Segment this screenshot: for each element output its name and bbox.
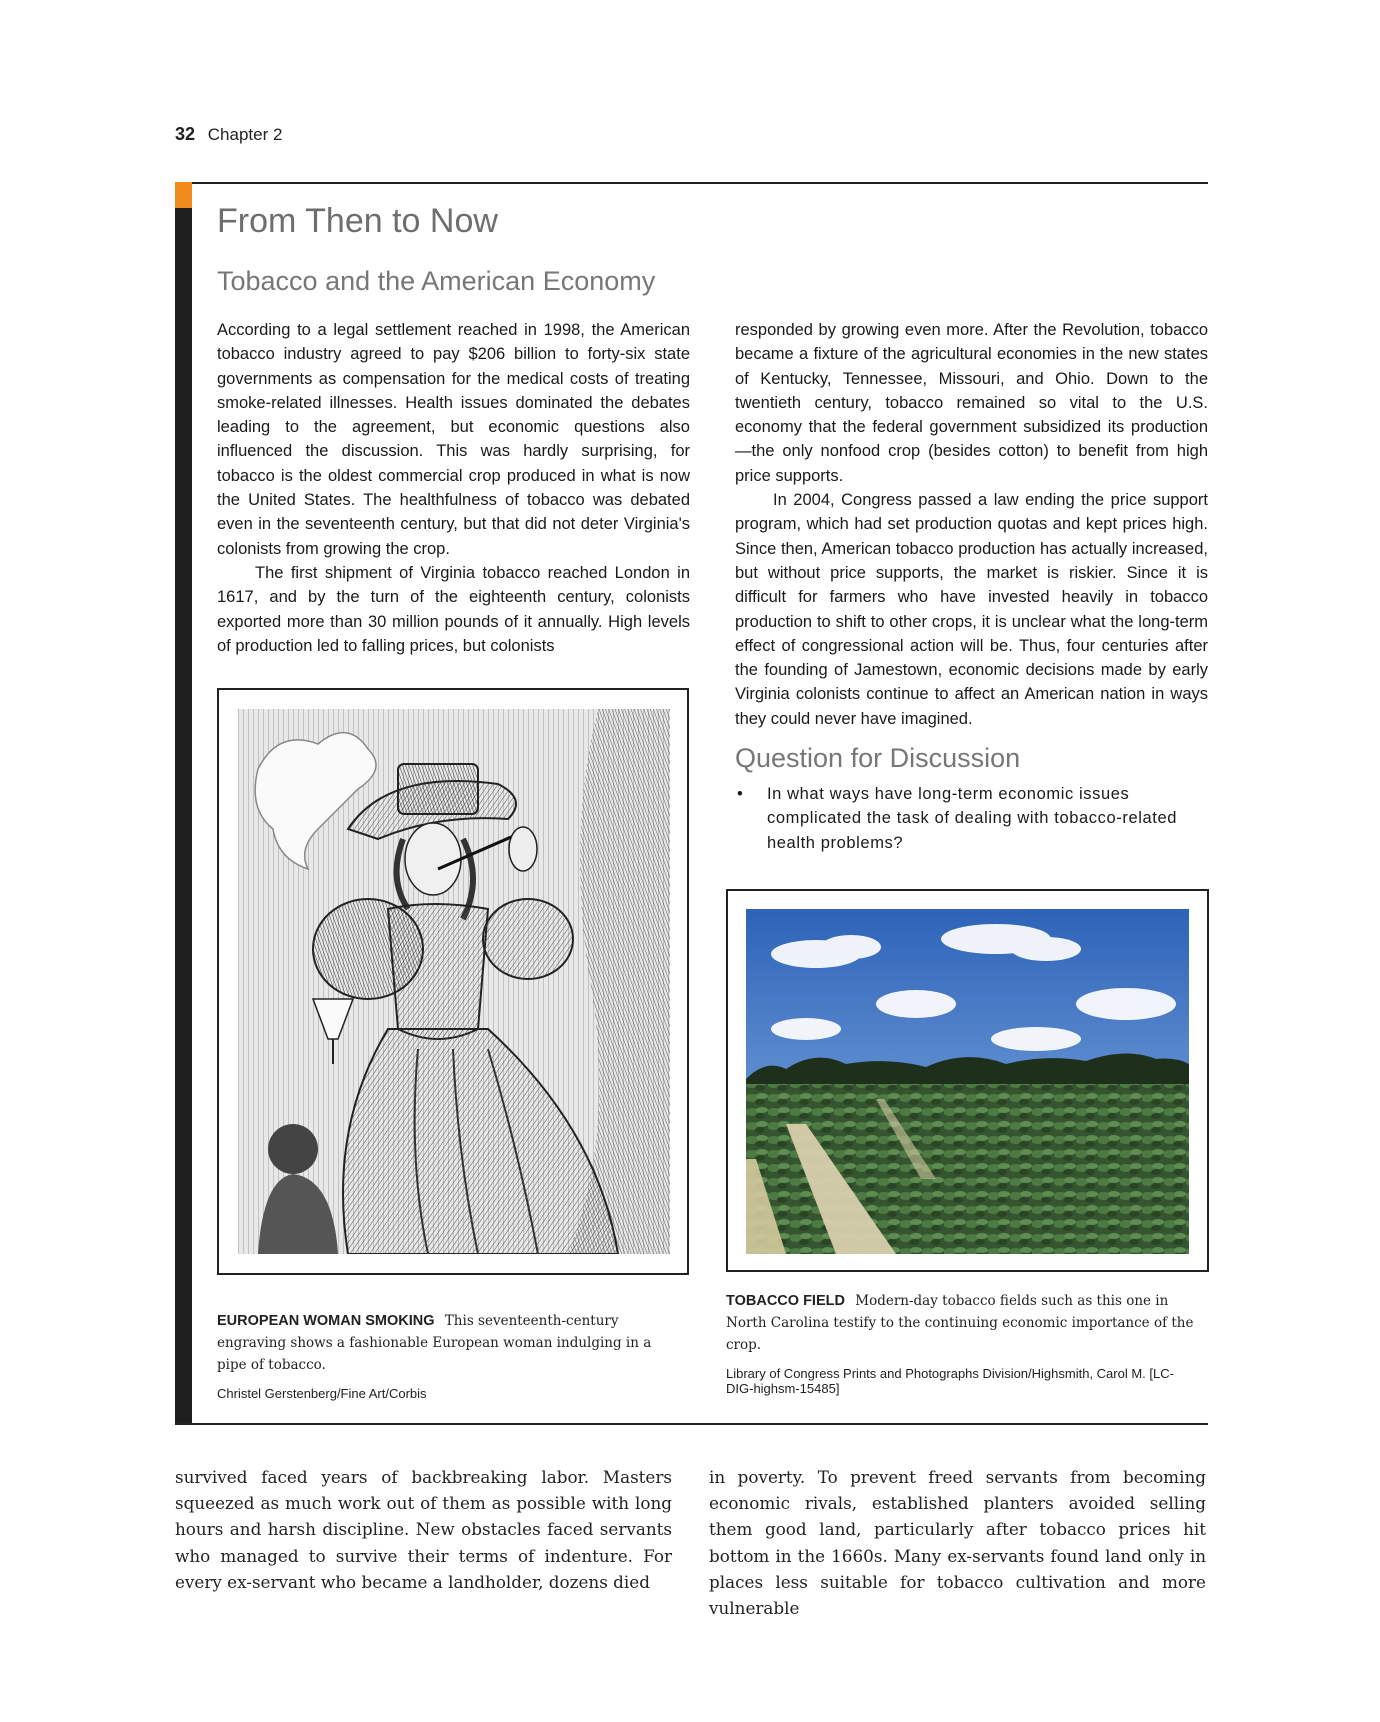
tobacco-field-image xyxy=(746,909,1189,1254)
caption-label: EUROPEAN WOMAN SMOKING xyxy=(217,1313,435,1329)
caption-text: Modern-day tobacco fields such as this one in North Carolina testify to the continuing economic importance of the crop. xyxy=(726,1293,1194,1353)
engraving-figure xyxy=(217,688,689,1275)
main-text-right: in poverty. To prevent freed servants from becoming economic rivals, established planters avoided selling them good land, particularly after tobacco prices hit bottom in the 1660s. Many ex-servants found land only in places less suitable for tobacco cultivation and more vulnerable xyxy=(709,1467,1206,1619)
engraving-caption xyxy=(217,1310,677,1401)
side-bar xyxy=(175,182,192,1425)
caption-label: TOBACCO FIELD xyxy=(726,1293,845,1309)
tobacco-field-figure xyxy=(726,889,1209,1272)
page-number: 32 xyxy=(175,124,196,144)
discussion-bullet xyxy=(735,782,1208,855)
field-caption xyxy=(726,1290,1196,1396)
caption-text: This seventeenth-century engraving shows a fashionable European woman indulging in a pipe of tobacco. xyxy=(217,1313,652,1373)
accent-tab xyxy=(175,182,192,208)
engraving-image xyxy=(238,709,670,1254)
feature-title: From Then to Now xyxy=(217,202,498,240)
chapter-label: Chapter 2 xyxy=(207,125,283,144)
caption-credit: Library of Congress Prints and Photographs Division/Highsmith, Carol M. [LC-DIG-highsm-15485] xyxy=(726,1366,1174,1396)
discussion-title: Question for Discussion xyxy=(735,743,1021,774)
paragraph: The first shipment of Virginia tobacco reached London in 1617, and by the turn of the eighteenth century, colonists exported more than 30 million pounds of it annually. High levels of production led to falling prices, but colonists xyxy=(217,563,690,655)
paragraph: In 2004, Congress passed a law ending the price support program, which had set production quotas and kept prices high. Since then, American tobacco production has actually increased, but without price supports, the market is riskier. Since it is difficult for farmers who have invested heavily in tobacco production to shift to other crops, it is unclear what the long-term effect of congressional action will be. Thus, four centuries after the founding of Jamestown, economic decisions made by early Virginia colonists continue to affect an American nation in ways they could never have imagined. xyxy=(735,491,1208,728)
bullet-text: In what ways have long-term economic issues complicated the task of dealing with tobacco-related health problems? xyxy=(767,785,1177,852)
bullet-icon: • xyxy=(737,785,744,804)
feature-right-column xyxy=(735,318,1208,855)
paragraph: According to a legal settlement reached in 1998, the American tobacco industry agreed to pay $206 billion to forty-six state governments as compensation for the medical costs of treating smoke-related illnesses. Health issues dominated the debates leading to the agreement, but economic questions also influenced the discussion. This was hardly surprising, for tobacco is the oldest commercial crop produced in what is now the United States. The healthfulness of tobacco was debated even in the seventeenth century, but that did not deter Virginia's colonists from growing the crop. xyxy=(217,321,690,558)
paragraph: responded by growing even more. After the Revolution, tobacco became a fixture of the agricultural economies in the new states of Kentucky, Tennessee, Missouri, and Ohio. Down to the twentieth century, tobacco remained so vital to the U.S. economy that the federal government subsidized its production—the only nonfood crop (besides cotton) to benefit from high price supports. xyxy=(735,321,1208,485)
main-text-left: survived faced years of backbreaking labor. Masters squeezed as much work out of them as possible with long hours and harsh discipline. New obstacles faced servants who managed to survive their terms of indenture. For every ex-servant who became a landholder, dozens died xyxy=(175,1467,672,1592)
top-rule xyxy=(175,182,1208,184)
feature-left-column xyxy=(217,318,690,658)
caption-credit: Christel Gerstenberg/Fine Art/Corbis xyxy=(217,1386,427,1401)
bottom-rule xyxy=(175,1423,1208,1425)
running-head xyxy=(175,124,282,145)
feature-box xyxy=(175,182,1208,1425)
feature-subtitle: Tobacco and the American Economy xyxy=(217,266,656,296)
